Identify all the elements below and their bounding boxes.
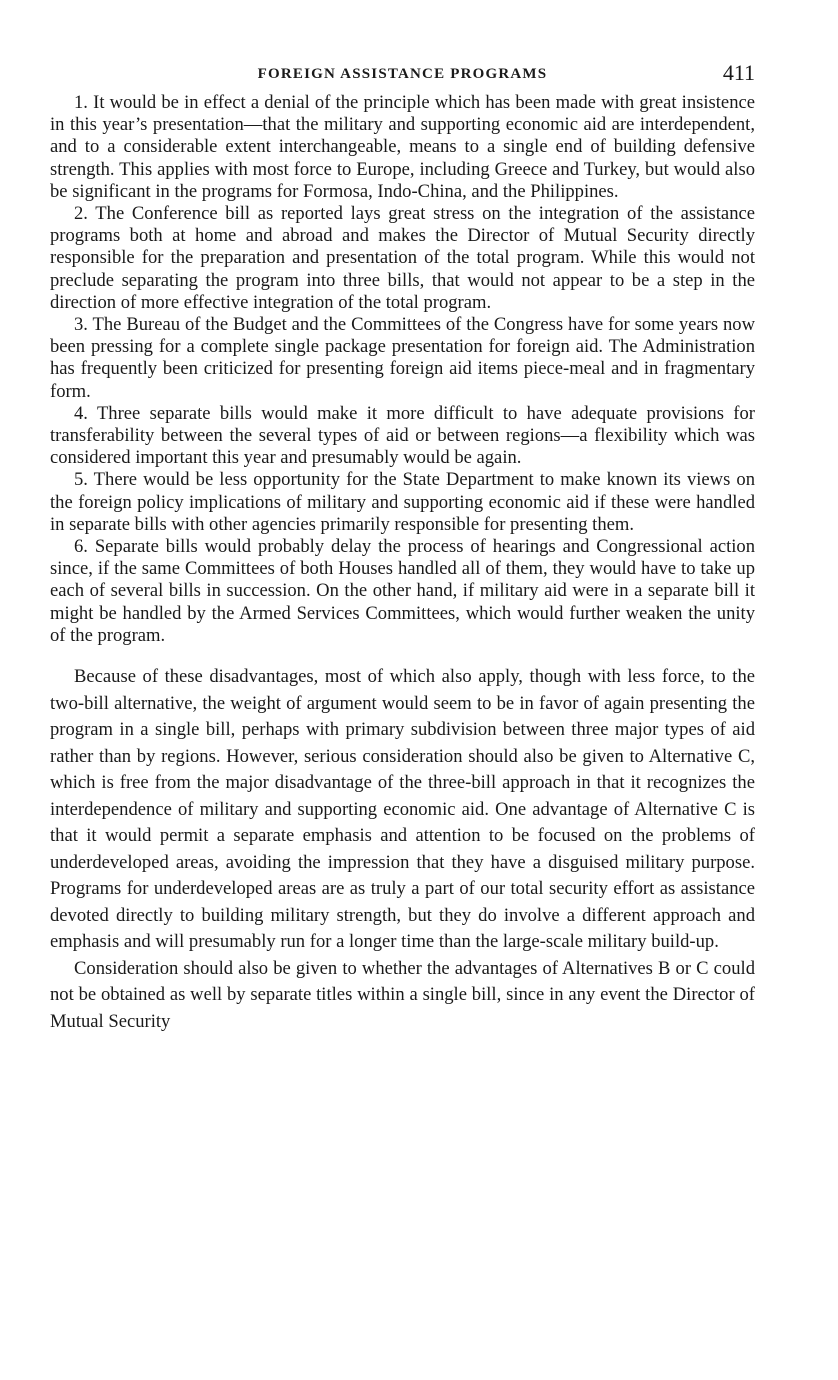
section-gap <box>50 647 755 664</box>
running-head <box>50 58 755 92</box>
numbered-point-1: 1. It would be in effect a denial of the principle which has been made with great insistence in this year’s presentation—that the military and supporting economic aid are interdependent, and to a considerable extent interchangeable, means to a single end of building defensive strength. This applies with most force to Europe, including Greece and Turkey, but would also be significant in the programs for Formosa, Indo-China, and the Philippines. <box>50 92 755 202</box>
numbered-point-5: 5. There would be less opportunity for the State Department to make known its views on the foreign policy implications of military and supporting economic aid if these were handled in separate bills with other agencies primarily responsible for presenting them. <box>50 469 755 535</box>
header-title: FOREIGN ASSISTANCE PROGRAMS <box>257 66 548 82</box>
page-number: 411 <box>722 60 755 85</box>
document-page <box>50 58 755 1035</box>
body-paragraph-disadvantages: Because of these disadvantages, most of which also apply, though with less force, to the two-bill alternative, the weight of argument would seem to be in favor of again presenting the program in a single bill, perhaps with primary subdivision between three major types of aid rather than by regions. However, serious consideration should also be given to Alternative C, which is free from the major disadvantage of the three-bill approach in that it recognizes the interdependence of military and supporting economic aid. One advantage of Alternative C is that it would permit a separate emphasis and attention to be focused on the problems of underdeveloped areas, avoiding the impression that they have a disguised military purpose. Programs for underdeveloped areas are as truly a part of our total security effort as assistance devoted directly to building military strength, but they do involve a different approach and emphasis and will presumably run for a longer time than the large-scale military build-up. <box>50 666 755 953</box>
numbered-point-3: 3. The Bureau of the Budget and the Committees of the Congress have for some years now been pressing for a complete single package presentation for foreign aid. The Administration has frequently been criticized for presenting foreign aid items piece-meal and in fragmentary form. <box>50 314 755 402</box>
numbered-list <box>50 92 755 647</box>
numbered-point-4: 4. Three separate bills would make it more difficult to have adequate provisions for transferability between the several types of aid or between regions—a flexibility which was considered important this year and presumably would be again. <box>50 402 755 469</box>
body-paragraph-consideration: Consideration should also be given to whether the advantages of Alternatives B or C could not be obtained as well by separate titles within a single bill, since in any event the Director of Mutual Security <box>50 957 755 1032</box>
numbered-point-6: 6. Separate bills would probably delay the process of hearings and Congressional action since, if the same Committees of both Houses handled all of them, they would have to take up each of several bills in succession. On the other hand, if military aid were in a separate bill it might be handled by the Armed Services Committees, which would further weaken the unity of the program. <box>50 536 755 646</box>
numbered-point-2: 2. The Conference bill as reported lays great stress on the integration of the assistance programs both at home and abroad and makes the Director of Mutual Security directly responsible for the preparation and presentation of the total program. While this would not preclude separating the program into three bills, that would not appear to be a step in the direction of more effective integration of the total program. <box>50 203 755 313</box>
